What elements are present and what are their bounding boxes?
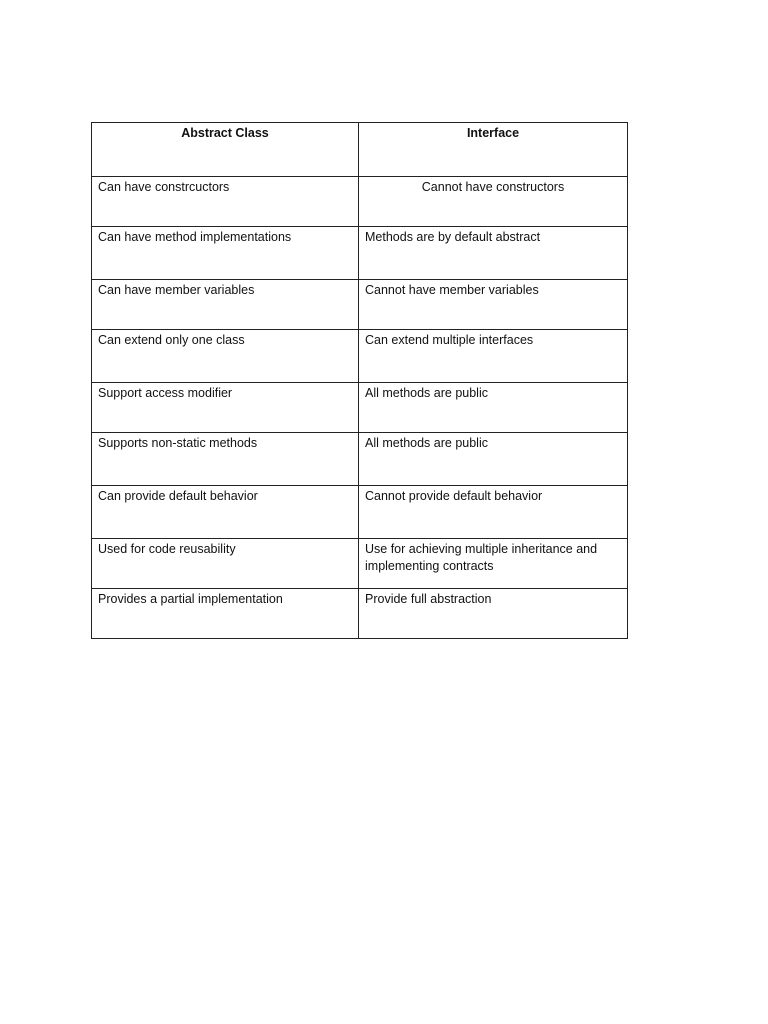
header-interface: Interface [359,123,628,177]
interface-cell: All methods are public [359,433,628,486]
table-row [92,486,628,539]
interface-cell: All methods are public [359,383,628,433]
table-row [92,383,628,433]
abstract-class-cell: Can have constrcuctors [92,177,359,227]
header-abstract-class: Abstract Class [92,123,359,177]
table-row [92,227,628,280]
table-row [92,177,628,227]
abstract-class-cell: Support access modifier [92,383,359,433]
interface-cell: Cannot have constructors [359,177,628,227]
interface-cell: Methods are by default abstract [359,227,628,280]
interface-cell: Provide full abstraction [359,589,628,639]
abstract-class-cell: Can extend only one class [92,330,359,383]
interface-cell: Can extend multiple interfaces [359,330,628,383]
table-row [92,539,628,589]
abstract-class-cell: Provides a partial implementation [92,589,359,639]
table-row [92,280,628,330]
interface-cell: Use for achieving multiple inheritance and implementing contracts [359,539,628,589]
abstract-class-cell: Can have method implementations [92,227,359,280]
abstract-class-cell: Can provide default behavior [92,486,359,539]
interface-cell: Cannot have member variables [359,280,628,330]
abstract-class-cell: Supports non-static methods [92,433,359,486]
table-row [92,589,628,639]
table-header-row [92,123,628,177]
table-row [92,433,628,486]
table-row [92,330,628,383]
abstract-class-cell: Used for code reusability [92,539,359,589]
comparison-table [91,122,628,639]
abstract-class-cell: Can have member variables [92,280,359,330]
interface-cell: Cannot provide default behavior [359,486,628,539]
